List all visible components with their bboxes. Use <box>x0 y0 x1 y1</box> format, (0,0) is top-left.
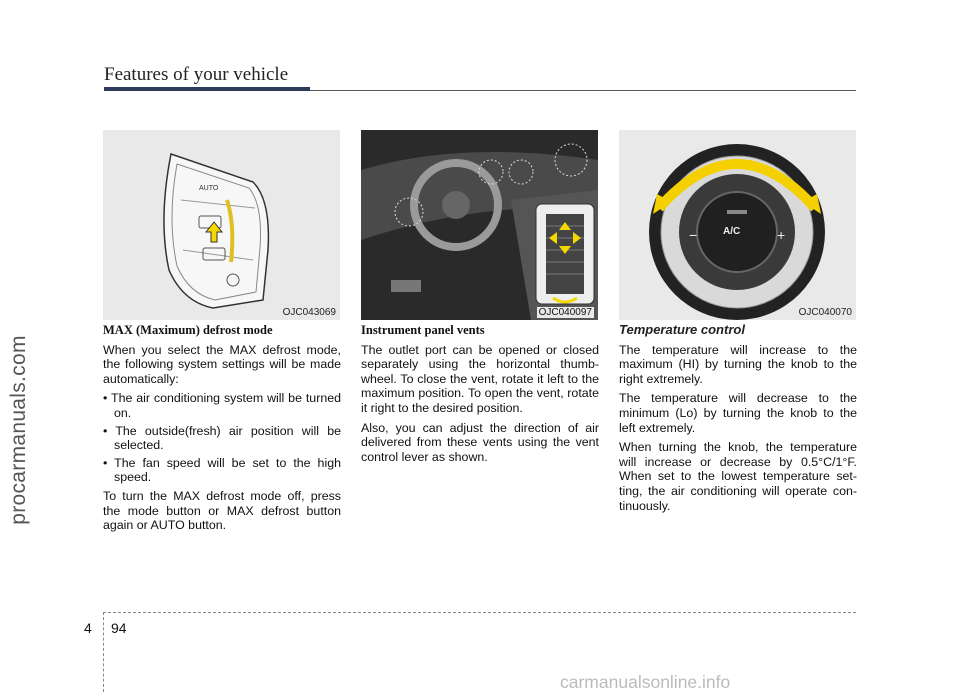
paragraph: The temperature will decrease to the minimum (Lo) by turning the knob to the left extremely. <box>619 391 857 435</box>
auto-button-label: AUTO <box>199 185 219 192</box>
bullet-list <box>103 391 341 485</box>
temperature-knob-illustration <box>619 130 856 320</box>
footer-divider <box>103 612 104 692</box>
side-watermark-text: procarmanuals.com <box>7 335 31 525</box>
section-heading: Instrument panel vents <box>361 323 485 337</box>
header-accent-bar <box>104 87 310 91</box>
section-heading: Temperature control <box>619 322 745 337</box>
chapter-number: 4 <box>84 620 92 636</box>
footer-rule <box>103 612 856 613</box>
paragraph: The temperature will increase to the maximum (HI) by turning the knob to the right extremely. <box>619 342 857 386</box>
column-max-defrost <box>103 323 341 538</box>
dashboard-illustration <box>361 130 598 320</box>
side-watermark <box>4 195 34 665</box>
ac-button-label: A/C <box>723 226 741 237</box>
figure-max-defrost <box>103 130 340 320</box>
paragraph: When turning the knob, the temperature will increase or decrease by 0.5°C/1°F. When set to the lowest temperature set-ting, the air conditioning will operate con-tinuously. <box>619 440 857 513</box>
bullet-item: • The outside(fresh) air position will be selected. <box>103 424 341 453</box>
paragraph: To turn the MAX defrost mode off, press the mode button or MAX defrost button again or AUTO button. <box>103 488 341 533</box>
paragraph: Also, you can adjust the direction of air delivered from these vents using the vent control lever as shown. <box>361 420 599 464</box>
page-header-title: Features of your vehicle <box>104 64 289 85</box>
figure-code: OJC040097 <box>538 307 592 318</box>
figure-temperature-control <box>619 130 856 320</box>
minus-label: − <box>689 227 698 243</box>
defrost-panel-illustration <box>103 130 340 320</box>
bottom-watermark: carmanualsonline.info <box>560 672 731 692</box>
section-heading: MAX (Maximum) defrost mode <box>103 323 273 337</box>
bullet-item: • The fan speed will be set to the high speed. <box>103 456 341 485</box>
paragraph: When you select the MAX defrost mode, the following system settings will be made automatically: <box>103 342 341 386</box>
paragraph: The outlet port can be opened or closed separately using the horizontal thumb-wheel. To close the vent, rotate it left to the maximum position. To open the vent, rotate it right to the desired position. <box>361 342 599 415</box>
plus-label: + <box>777 227 786 243</box>
page-number: 94 <box>111 620 127 636</box>
figure-code: OJC040070 <box>798 307 852 318</box>
column-temperature-control <box>619 323 857 518</box>
figure-instrument-panel-vents <box>361 130 598 320</box>
column-panel-vents <box>361 323 599 469</box>
figure-code: OJC043069 <box>282 307 336 318</box>
bullet-item: • The air conditioning system will be turned on. <box>103 391 341 420</box>
